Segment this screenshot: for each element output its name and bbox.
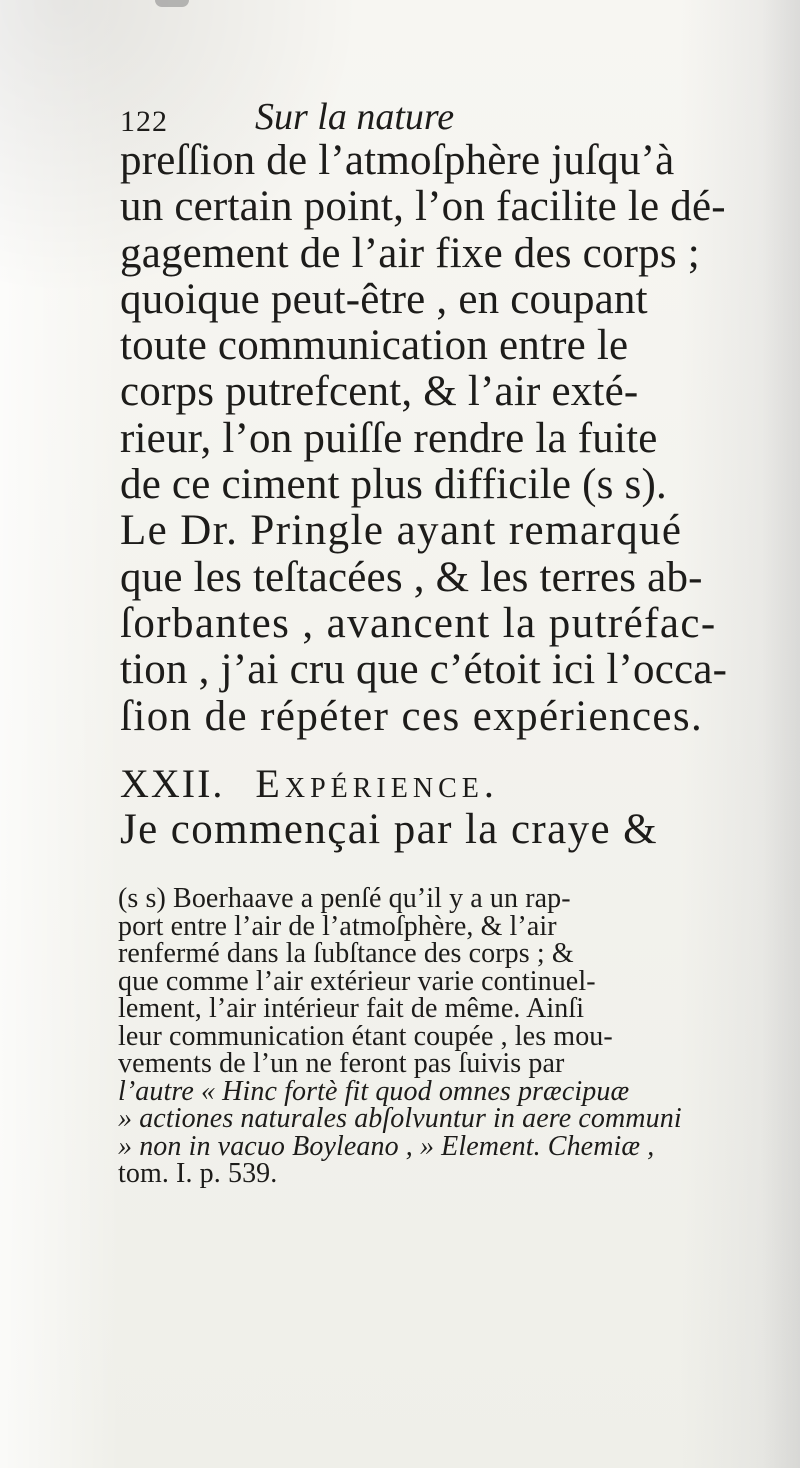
body-line-13: ſion de répéter ces expériences. — [120, 692, 704, 740]
footnote-line-4: que comme l’air extérieur varie continuel- — [118, 965, 596, 997]
footnote-line-11: tom. I. p. 539. — [118, 1158, 278, 1189]
footnote-line-2: port entre l’air de l’atmoſphère, & l’air — [118, 910, 557, 942]
footnote-line-3: renfermé dans la ſubſtance des corps ; & — [118, 938, 574, 969]
footnote-block — [118, 885, 778, 1188]
footnote-line-8: l’autre « Hinc fortè fit quod omnes præcipuæ — [118, 1075, 630, 1107]
body-line-1: preſſion de l’atmoſphère juſqu’à — [120, 137, 675, 184]
body-line-3: gagement de l’air fixe des corps ; — [120, 229, 700, 277]
body-line-8: de ce ciment plus difficile (s s). — [120, 461, 667, 509]
continued-text-line: Je commençai par la craye & — [120, 806, 659, 854]
section-title-number: XXII. — [120, 760, 225, 806]
footnote-line-10: » non in vacuo Boyleano , » Element. Chemiæ , — [118, 1130, 655, 1162]
body-line-4: quoique peut-être , en coupant — [120, 275, 648, 323]
section-title — [120, 761, 780, 807]
body-line-11: ſorbantes , avancent la putréfac- — [120, 599, 717, 647]
main-text-block — [120, 138, 780, 853]
footnote-line-1: (s s) Boerhaave a penſé qu’il y a un rap- — [118, 883, 571, 914]
page-header — [120, 95, 760, 143]
body-line-6: corps putrefcent, & l’air exté- — [120, 368, 639, 416]
section-title-word: Expérience. — [255, 760, 499, 806]
body-line-10: que les teſtacées , & les terres ab- — [120, 553, 703, 601]
footnote-line-5: lement, l’air intérieur fait de même. Ainſi — [118, 993, 585, 1024]
body-line-12: tion , j’ai cru que c’étoit ici l’occa- — [120, 646, 728, 694]
body-line-7: rieur, l’on puiſſe rendre la fuite — [120, 414, 658, 462]
body-line-5: toute communication entre le — [120, 322, 629, 370]
footnote-line-6: leur communication étant coupée , les mou- — [118, 1020, 613, 1052]
footnote-line-7: vements de l’un ne feront pas ſuivis par — [118, 1048, 565, 1079]
footnote-line-9: » actiones naturales abſolvuntur in aere communi — [118, 1103, 682, 1134]
body-line-2: un certain point, l’on facilite le dé- — [120, 183, 726, 231]
page-number: 122 — [120, 105, 168, 138]
top-ink-mark — [155, 0, 189, 7]
body-line-9: Le Dr. Pringle ayant remarqué — [120, 507, 683, 555]
running-head: Sur la nature — [255, 96, 455, 138]
